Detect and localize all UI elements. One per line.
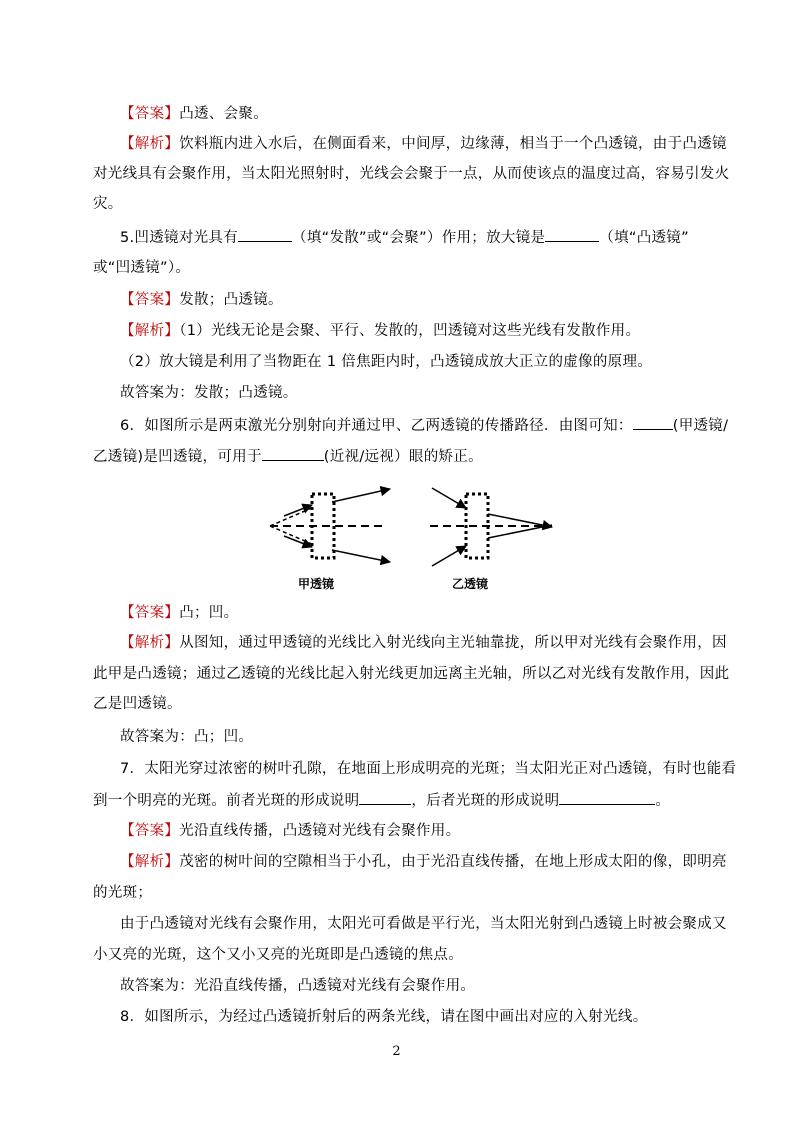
q6-text-c: 乙透镜)是凹透镜，可用于 [93, 449, 262, 465]
q7-answer [120, 821, 460, 841]
label-jia-lens: 甲透镜 [298, 577, 335, 591]
q7-question-line-1: 7．太阳光穿过浓密的树叶孔隙，在地面上形成明亮的光斑；当太阳光正对凸透镜，有时也能看 [120, 761, 737, 777]
q6-answer [120, 603, 238, 623]
q5-text-a: 5.凹透镜对光具有 [120, 230, 239, 246]
q5-answer [120, 290, 283, 310]
q7-text-a: 到一个明亮的光斑。前者光斑的形成说明 [93, 793, 360, 809]
ray-jia-top-out [332, 489, 390, 502]
ray-jia-bottom-out [332, 550, 390, 562]
q6-question-line-1 [120, 415, 728, 436]
q5-text-b: （填“发散”或“会聚”）作用；放大镜是 [292, 230, 546, 246]
q7-blank-1 [359, 790, 411, 805]
q6-question-line-2 [93, 446, 483, 467]
q7-text-c: 。 [655, 793, 671, 809]
ray-jia-bottom-in [270, 526, 314, 545]
q6-analysis-line-2: 此甲是凸透镜；通过乙透镜的光线比起入射光线更加远离主光轴，所以乙对光线有发散作用，因此 [93, 666, 730, 682]
analysis-text: 从图知，通过甲透镜的光线比入射光线向主光轴靠拢，所以甲对光线有会聚作用，因 [179, 635, 727, 651]
q4-analysis-line-2: 对光线具有会聚作用，当太阳光照射时，光线会会聚于一点，从而使该点的温度过高，容易引发火 [93, 166, 730, 182]
q6-analysis-line-1 [120, 633, 727, 653]
q4-analysis-line-3: 灾。 [93, 196, 123, 212]
q7-analysis-line-3: 由于凸透镜对光线有会聚作用，太阳光可看做是平行光，当太阳光射到凸透镜上时被会聚成又 [120, 916, 727, 932]
q4-analysis-line-1 [120, 134, 727, 154]
answer-tag: 【答案】 [120, 292, 180, 308]
analysis-tag: 【解析】 [120, 136, 180, 152]
q6-conclusion: 故答案为：凸；凹。 [120, 729, 254, 745]
q6-blank-1 [633, 415, 673, 430]
analysis-text: （1）光线无论是会聚、平行、发散的，凹透镜对这些光线有发散作用。 [179, 323, 641, 339]
answer-tag: 【答案】 [120, 605, 180, 621]
label-yi-lens: 乙透镜 [452, 577, 489, 591]
answer-text: 凸透、会聚。 [179, 106, 269, 122]
ray-yi-bottom-in [432, 546, 466, 566]
q5-blank-1 [238, 227, 292, 242]
q8-question-line-1: 8．如图所示，为经过凸透镜折射后的两条光线，请在图中画出对应的入射光线。 [120, 1009, 648, 1025]
ray-jia-top-in [270, 507, 314, 526]
analysis-text: 茂密的树叶间的空隙相当于小孔，由于光沿直线传播，在地上形成太阳的像，即明亮 [179, 854, 727, 870]
answer-tag: 【答案】 [120, 823, 180, 839]
analysis-tag: 【解析】 [120, 854, 180, 870]
analysis-text: 饮料瓶内进入水后，在侧面看来，中间厚，边缘薄，相当于一个凸透镜，由于凸透镜 [179, 136, 727, 152]
q7-analysis-line-2: 的光斑； [93, 885, 153, 901]
q5-blank-2 [545, 227, 599, 242]
q7-analysis-line-1 [120, 852, 727, 872]
lens-jia [270, 489, 390, 562]
answer-text: 光沿直线传播，凸透镜对光线有会聚作用。 [179, 823, 461, 839]
q7-text-b: ，后者光斑的形成说明 [411, 793, 560, 809]
q7-blank-2 [559, 790, 655, 805]
page-number: 2 [392, 1044, 401, 1059]
q7-analysis-line-4: 小又亮的光斑，这个又小又亮的光斑即是凸透镜的焦点。 [93, 947, 463, 963]
q6-analysis-line-3: 乙是凹透镜。 [93, 696, 182, 712]
answer-text: 发散；凸透镜。 [179, 292, 283, 308]
q7-question-line-2 [93, 790, 670, 811]
analysis-tag: 【解析】 [120, 323, 180, 339]
analysis-tag: 【解析】 [120, 635, 180, 651]
lens-diagram [262, 480, 562, 595]
q5-analysis-line-2: （2）放大镜是利用了当物距在 1 倍焦距内时，凸透镜成放大正立的虚像的原理。 [120, 354, 653, 370]
q4-answer [120, 104, 268, 124]
lens-yi [430, 488, 552, 566]
q7-conclusion: 故答案为：光沿直线传播，凸透镜对光线有会聚作用。 [120, 978, 476, 994]
ray-yi-top-in [432, 488, 466, 508]
q6-text-b: (甲透镜/ [672, 418, 729, 434]
q5-text-c: （填“凸透镜” [599, 230, 689, 246]
q6-text-d: (近视/远视）眼的矫正。 [323, 449, 483, 465]
q5-conclusion: 故答案为：发散；凸透镜。 [120, 385, 298, 401]
answer-text: 凸；凹。 [179, 605, 239, 621]
q6-text-a: 6．如图所示是两束激光分别射向并通过甲、乙两透镜的传播路径．由图可知： [120, 418, 633, 434]
q5-question-line-2: 或“凹透镜”）。 [93, 260, 191, 276]
q5-question-line-1 [120, 227, 689, 248]
q5-analysis-line-1 [120, 321, 640, 341]
answer-tag: 【答案】 [120, 106, 180, 122]
q6-blank-2 [262, 446, 324, 461]
